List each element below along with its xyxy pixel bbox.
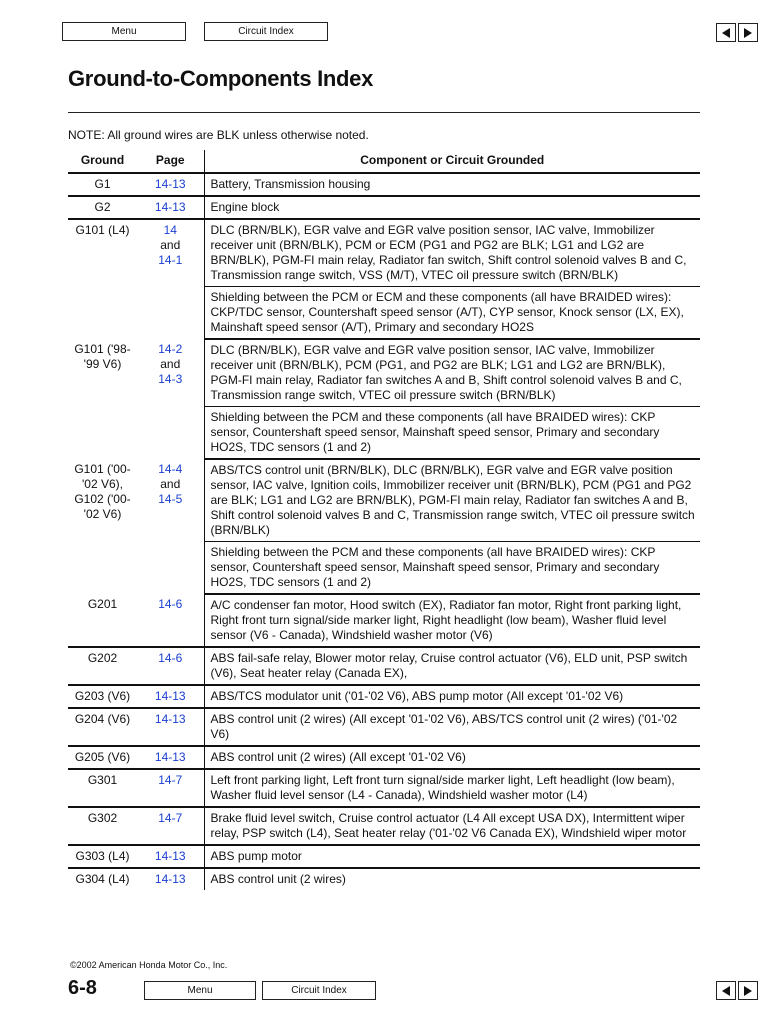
- component-cell: Engine block: [204, 196, 700, 219]
- page-link[interactable]: 14: [163, 223, 177, 237]
- prev-page-button[interactable]: [716, 23, 736, 42]
- page-cell: [137, 708, 204, 746]
- header-ground: Ground: [80, 152, 125, 167]
- page-link[interactable]: 14-3: [158, 372, 183, 386]
- page-link[interactable]: 14-5: [158, 492, 183, 506]
- table-row: [68, 173, 700, 196]
- component-cell: Brake fluid level switch, Cruise control actuator (L4 All except USA DX), Intermittent wiper relay, PSP switch (L4), Seat heater relay ('01-'02 V6 Canada EX), Windshield wiper motor: [204, 807, 700, 845]
- page-and-text: and: [160, 238, 181, 252]
- page-number: 6-8: [68, 977, 97, 999]
- page-cell: [137, 647, 204, 685]
- arrow-left-icon: [722, 986, 730, 996]
- page-cell: [137, 459, 204, 594]
- arrow-left-icon: [722, 28, 730, 38]
- page-cell: [137, 868, 204, 890]
- ground-cell: G101 ('98-'99 V6): [74, 342, 131, 371]
- page-and-text: and: [160, 477, 181, 491]
- page-cell: [137, 339, 204, 459]
- page-link[interactable]: 14-13: [154, 872, 186, 886]
- ground-components-table: [68, 150, 700, 890]
- table-row: [68, 647, 700, 685]
- component-cell: ABS control unit (2 wires) (All except '01-'02 V6), ABS/TCS control unit (2 wires) ('01-'02 V6): [204, 708, 700, 746]
- page-cell: [137, 196, 204, 219]
- page-cell: [137, 746, 204, 769]
- page-link[interactable]: 14-4: [158, 462, 183, 476]
- ground-cell: G304 (L4): [75, 872, 130, 886]
- component-cell: Shielding between the PCM and these components (all have BRAIDED wires): CKP sensor, Countershaft speed sensor, Mainshaft speed sensor, Primary and secondary HO2S, TDC sensors (1 and 2): [204, 542, 700, 595]
- page-cell: [137, 594, 204, 647]
- component-cell: Battery, Transmission housing: [204, 173, 700, 196]
- table-row: [68, 868, 700, 890]
- page-link[interactable]: 14-13: [154, 689, 186, 703]
- table-row: [68, 196, 700, 219]
- ground-cell: G303 (L4): [68, 845, 137, 868]
- menu-button[interactable]: Menu: [62, 22, 186, 41]
- component-cell: Left front parking light, Left front turn signal/side marker light, Left headlight (low beam), Washer fluid level sensor (L4 - Canada), Windshield washer motor (L4): [204, 769, 700, 807]
- ground-cell: G1: [68, 173, 137, 196]
- component-cell: DLC (BRN/BLK), EGR valve and EGR valve position sensor, IAC valve, Immobilizer receiver unit (BRN/BLK), PCM (PG1, and PG2 are BLK; LG1 and LG2 are BRN/BLK), PGM-FI main relay, Radiator fan switches A and B, Shift control solenoid valves B and C, Transmission range switch, VTEC oil pressure switch (BRN/BLK): [204, 339, 700, 407]
- table-row: [68, 459, 700, 542]
- page-cell: [137, 685, 204, 708]
- header-page: Page: [137, 150, 204, 173]
- table-row: [68, 845, 700, 868]
- component-cell: ABS/TCS modulator unit ('01-'02 V6), ABS pump motor (All except '01-'02 V6): [204, 685, 700, 708]
- title-divider: [68, 112, 700, 113]
- footer-next-page-button[interactable]: [738, 981, 758, 1000]
- ground-cell: G205 (V6): [68, 746, 137, 769]
- component-cell: ABS/TCS control unit (BRN/BLK), DLC (BRN/BLK), EGR valve and EGR valve position sensor, IAC valve, Ignition coils, Immobilizer receiver unit (BRN/BLK), PCM (PG1 and PG2 are BLK; LG1 and LG2 are BRN/BLK), PGM-FI main relay, Radiator fan switches A and B, Shift control solenoid valves B and C, Transmission range switch, VTEC oil pressure switch (BRN/BLK): [204, 459, 700, 542]
- component-cell: ABS fail-safe relay, Blower motor relay, Cruise control actuator (V6), ELD unit, PSP switch (V6), Seat heater relay (Canada EX),: [204, 647, 700, 685]
- page-link[interactable]: 14-13: [154, 712, 186, 726]
- footer-menu-button[interactable]: Menu: [144, 981, 256, 1000]
- page-cell: [137, 219, 204, 339]
- ground-cell: G202: [68, 647, 137, 685]
- component-cell: Shielding between the PCM or ECM and these components (all have BRAIDED wires): CKP/TDC sensor, Countershaft speed sensor (A/T), CYP sensor, Knock sensor (LX, EX), Mainshaft speed sensor (A/T), Primary and secondary HO2S: [204, 287, 700, 340]
- page-cell: [137, 845, 204, 868]
- component-cell: ABS control unit (2 wires) (All except '01-'02 V6): [204, 746, 700, 769]
- table-header-row: [68, 150, 700, 173]
- table-row: [68, 807, 700, 845]
- ground-cell: G302: [68, 807, 137, 845]
- page-link[interactable]: 14-7: [158, 773, 183, 787]
- table-row: [68, 685, 700, 708]
- page-link[interactable]: 14-6: [158, 651, 183, 665]
- table-row: [68, 219, 700, 287]
- page-cell: [137, 173, 204, 196]
- ground-cell: G203 (V6): [68, 685, 137, 708]
- ground-cell: G2: [68, 196, 137, 219]
- header-component: Component or Circuit Grounded: [360, 152, 545, 167]
- table-row: [68, 594, 700, 647]
- next-page-button[interactable]: [738, 23, 758, 42]
- ground-cell: G201: [68, 594, 137, 647]
- page-link[interactable]: 14-13: [154, 750, 186, 764]
- ground-cell: G204 (V6): [68, 708, 137, 746]
- page-link[interactable]: 14-13: [154, 849, 186, 863]
- page-link[interactable]: 14-2: [158, 342, 183, 356]
- table-row: [68, 339, 700, 407]
- page-title: Ground-to-Components Index: [68, 66, 374, 91]
- page-link[interactable]: 14-13: [154, 200, 186, 214]
- footer-circuit-index-button[interactable]: Circuit Index: [262, 981, 376, 1000]
- component-cell: Shielding between the PCM and these components (all have BRAIDED wires): CKP sensor, Countershaft speed sensor, Mainshaft speed sensor, Primary and secondary HO2S, TDC sensors (1 and 2): [204, 407, 700, 460]
- page-cell: [137, 769, 204, 807]
- table-row: [68, 746, 700, 769]
- note-text: NOTE: All ground wires are BLK unless otherwise noted.: [68, 128, 369, 142]
- table-row: [68, 708, 700, 746]
- ground-cell: G101 (L4): [75, 223, 130, 237]
- component-cell: DLC (BRN/BLK), EGR valve and EGR valve position sensor, IAC valve, Immobilizer receiver unit (BRN/BLK), PCM or ECM (PG1 and PG2 are BLK; LG1 and LG2 are BRN/BLK), PGM-FI main relay, Radiator fan switch, Shift control solenoid valves B and C, Transmission range switch, VSS (M/T), VTEC oil pressure switch (BRN/BLK): [204, 219, 700, 287]
- table-row: [68, 769, 700, 807]
- arrow-right-icon: [744, 986, 752, 996]
- page-link[interactable]: 14-7: [158, 811, 183, 825]
- component-cell: ABS pump motor: [204, 845, 700, 868]
- page-link[interactable]: 14-1: [158, 253, 183, 267]
- ground-cell: G301: [68, 769, 137, 807]
- footer-prev-page-button[interactable]: [716, 981, 736, 1000]
- copyright-text: ©2002 American Honda Motor Co., Inc.: [70, 960, 228, 970]
- component-cell: A/C condenser fan motor, Hood switch (EX), Radiator fan motor, Right front parking light, Right front turn signal/side marker light, Right headlight (low beam), Washer fluid level sensor (V6 - Canada), Windshield washer motor (V6): [204, 594, 700, 647]
- page-cell: [137, 807, 204, 845]
- component-cell: ABS control unit (2 wires): [210, 872, 346, 886]
- page-and-text: and: [160, 357, 181, 371]
- ground-cell: G101 ('00-'02 V6), G102 ('00-'02 V6): [74, 462, 131, 521]
- circuit-index-button[interactable]: Circuit Index: [204, 22, 328, 41]
- table-body: [68, 173, 700, 890]
- arrow-right-icon: [744, 28, 752, 38]
- page-link[interactable]: 14-6: [158, 597, 183, 611]
- page-link[interactable]: 14-13: [154, 177, 186, 191]
